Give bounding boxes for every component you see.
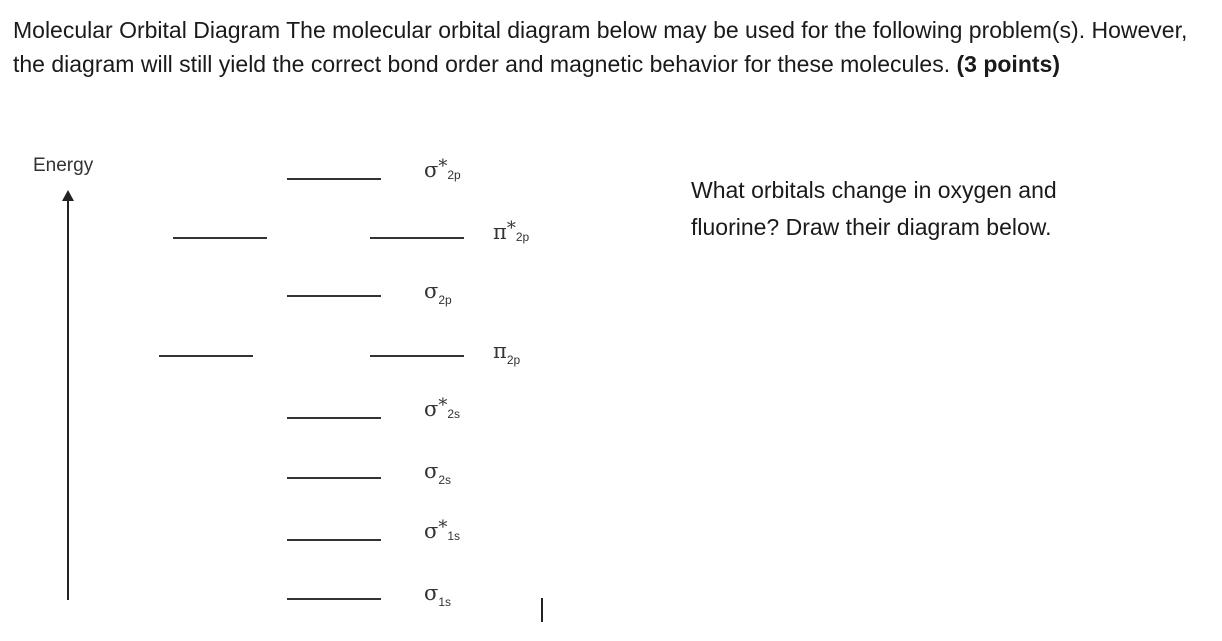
energy-axis-label: Energy: [33, 155, 94, 176]
label-sigma-star-1s: σ*1s: [424, 517, 461, 543]
label-sigma-star-2s: σ*2s: [424, 395, 461, 421]
side-question: What orbitals change in oxygen and fluorine? Draw their diagram below.: [691, 177, 1057, 240]
label-pi-star-2p: π*2p: [493, 218, 530, 244]
label-sigma-2p: $\sigma_{2p}$: [424, 279, 452, 307]
text-cursor: [541, 598, 543, 622]
question-points: (3 points): [956, 51, 1060, 77]
level-pi-2p-right: [370, 355, 464, 357]
level-sigma-star-2s: [287, 417, 381, 419]
label-sigma-1s: $\sigma_{1s}$: [424, 581, 452, 609]
level-sigma-2s: [287, 477, 381, 479]
level-pi-2p-left: [159, 355, 253, 357]
question-text: [13, 13, 1208, 81]
level-sigma-star-1s: [287, 539, 381, 541]
level-pi-star-2p-left: [173, 237, 267, 239]
label-pi-2p: $\pi_{2p}$: [493, 339, 521, 367]
energy-axis-line: [67, 200, 69, 600]
level-sigma-1s: [287, 598, 381, 600]
question-body: Molecular Orbital Diagram The molecular orbital diagram below may be used for the following problem(s). However, the diagram will still yield the correct bond order and magnetic behavior for these molecules.: [13, 17, 1188, 77]
label-sigma-star-2p: σ*2p: [424, 156, 461, 182]
label-sigma-2s: $\sigma_{2s}$: [424, 459, 452, 487]
level-pi-star-2p-right: [370, 237, 464, 239]
level-sigma-star-2p: [287, 178, 381, 180]
level-sigma-2p: [287, 295, 381, 297]
